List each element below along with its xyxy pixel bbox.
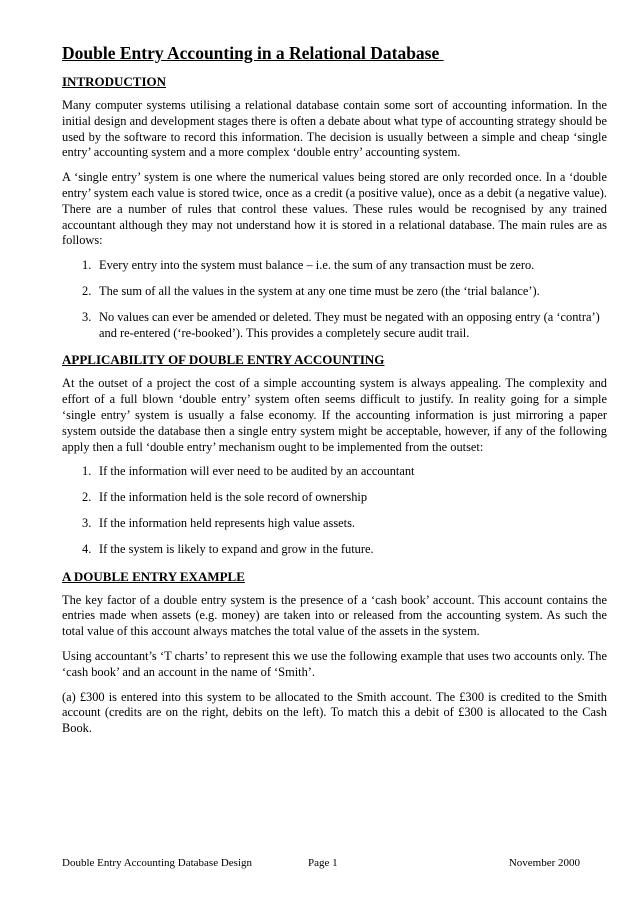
applicability-item	[62, 542, 607, 558]
example-paragraph-2: Using accountant’s ‘T charts’ to represent this we use the following example that uses two accounts only. The ‘cash book’ and an account in the name of ‘Smith’.	[62, 648, 607, 679]
applicability-item	[62, 490, 607, 506]
section-introduction	[62, 73, 607, 341]
rule-text: Every entry into the system must balance – i.e. the sum of any transaction must be zero.	[99, 258, 535, 273]
footer-date: November 2000	[508, 857, 580, 869]
rule-item	[62, 310, 607, 342]
section-applicability	[62, 351, 607, 557]
applicability-item	[62, 516, 607, 532]
section-heading-example: A DOUBLE ENTRY EXAMPLE	[62, 568, 245, 584]
section-example	[62, 568, 607, 737]
item-text: If the information will ever need to be audited by an accountant	[99, 464, 415, 479]
applicability-list	[62, 464, 607, 557]
section-heading-introduction: INTRODUCTION	[62, 74, 167, 89]
item-number: 4.	[82, 541, 92, 556]
intro-paragraph-1: Many computer systems utilising a relational database contain some sort of accounting information. In the initial design and development stages there is often a debate about what type of accounting strategy should be used by the software to record this information. The decision is usually between a simple and cheap ‘single entry’ accounting system and a more complex ‘double entry’ accounting system.	[62, 98, 607, 160]
rule-item	[62, 284, 607, 300]
item-text: If the information held is the sole record of ownership	[99, 490, 368, 505]
item-number: 3.	[82, 515, 92, 530]
item-number: 2.	[82, 490, 92, 505]
document-page	[62, 42, 607, 746]
example-paragraph-3: (a) £300 is entered into this system to be allocated to the Smith account. The £300 is credited to the Smith account (credits are on the right, debits on the left). To match this a debit of £300 is allocated to the Cash Book.	[62, 689, 607, 736]
rule-text: No values can ever be amended or deleted. They must be negated with an opposing entry (a ‘contra’) and re-entered (‘re-booked’). This provides a completely secure audit trail.	[99, 309, 600, 340]
applicability-paragraph-1: At the outset of a project the cost of a simple accounting system is always appealing. The complexity and effort of a full blown ‘double entry’ system often seems difficult to justify. In reality going for a simple ‘single entry’ system is usually a false economy. If the accounting information is just mirroring a paper system outside the database then a single entry system might be acceptable, however, if any of the following apply then a full ‘double entry’ mechanism ought to be implemented from the outset:	[62, 376, 607, 454]
rule-number: 1.	[82, 258, 92, 273]
document-title: Double Entry Accounting in a Relational Database	[62, 43, 444, 63]
rule-number: 3.	[82, 309, 92, 324]
rule-text: The sum of all the values in the system at any one time must be zero (the ‘trial balance’).	[99, 283, 540, 298]
footer-document-name: Double Entry Accounting Database Design	[62, 857, 253, 869]
rule-number: 2.	[82, 283, 92, 298]
footer-page-number: Page 1	[308, 857, 338, 869]
intro-paragraph-2: A ‘single entry’ system is one where the numerical values being stored are only recorded once. In a ‘double entry’ system each value is stored twice, once as a credit (a positive value), once as a debit (a negative value). There are a number of rules that control these values. These rules would be recognised by any trained accountant although they may not understand how it is stored in a relational database. The main rules are as follows:	[62, 170, 607, 248]
rules-list	[62, 258, 607, 341]
example-paragraph-1: The key factor of a double entry system is the presence of a ‘cash book’ account. This account contains the entries made when assets (e.g. money) are taken into or released from the accounting system. As such the total value of this account always matches the total value of the assets in the system.	[62, 592, 607, 639]
rule-item	[62, 258, 607, 274]
applicability-item	[62, 464, 607, 480]
section-heading-applicability: APPLICABILITY OF DOUBLE ENTRY ACCOUNTING	[62, 352, 385, 368]
item-number: 1.	[82, 464, 92, 479]
item-text: If the information held represents high value assets.	[99, 515, 355, 530]
item-text: If the system is likely to expand and grow in the future.	[99, 541, 374, 556]
